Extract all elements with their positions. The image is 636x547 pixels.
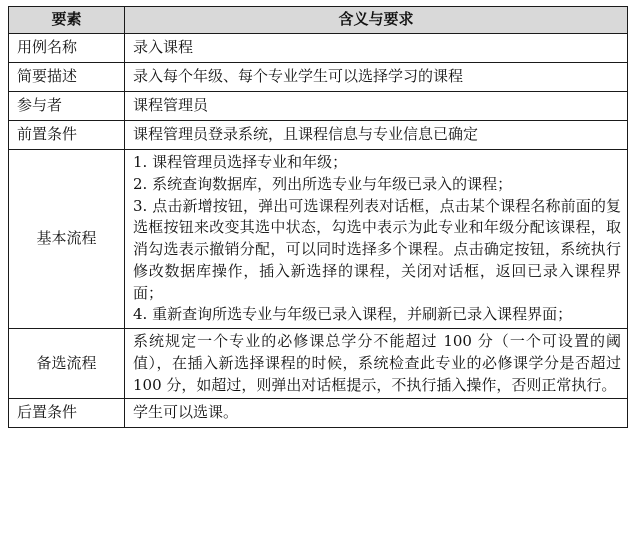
- row-value-basic-flow: [125, 150, 628, 329]
- header-key: 要素: [9, 7, 125, 34]
- header-value: 含义与要求: [125, 7, 628, 34]
- row-key-alternative-flow: 备选流程: [9, 329, 125, 399]
- row-value-postcondition: 学生可以选课。: [125, 399, 628, 428]
- row-key-actor: 参与者: [9, 92, 125, 121]
- table-row: [9, 34, 628, 63]
- table-row: [9, 329, 628, 399]
- table-row: [9, 121, 628, 150]
- basic-flow-step: 3. 点击新增按钮，弹出可选课程列表对话框，点击某个课程名称前面的复选框按钮来改变其选中状态，勾选中表示为此专业和年级分配该课程，取消勾选表示撤销分配，可以同时选择多个课程。点击确定按钮，系统执行修改数据库操作，插入新选择的课程，关闭对话框，返回已录入课程界面；: [133, 196, 621, 302]
- row-key-use-case-name: 用例名称: [9, 34, 125, 63]
- table-row: [9, 63, 628, 92]
- table-header-row: [9, 7, 628, 34]
- row-key-precondition: 前置条件: [9, 121, 125, 150]
- use-case-table: [8, 6, 628, 428]
- table-row: [9, 150, 628, 329]
- row-value-alternative-flow: 系统规定一个专业的必修课总学分不能超过 100 分（一个可设置的阈值），在插入新选择课程的时候，系统检查此专业的必修课学分是否超过 100 分，如超过，则弹出对话框提示，不执行插入操作，否则正常执行。: [125, 329, 628, 399]
- row-key-postcondition: 后置条件: [9, 399, 125, 428]
- basic-flow-step: 4. 重新查询所选专业与年级已录入课程，并刷新已录入课程界面；: [133, 305, 573, 324]
- row-value-actor: 课程管理员: [125, 92, 628, 121]
- basic-flow-step: 1. 课程管理员选择专业和年级；: [133, 153, 348, 171]
- row-value-precondition: 课程管理员登录系统，且课程信息与专业信息已确定: [125, 121, 628, 150]
- row-key-brief-description: 简要描述: [9, 63, 125, 92]
- row-key-basic-flow: 基本流程: [9, 150, 125, 329]
- table-row: [9, 92, 628, 121]
- table-row: [9, 399, 628, 428]
- row-value-use-case-name: 录入课程: [125, 34, 628, 63]
- basic-flow-step: 2. 系统查询数据库，列出所选专业与年级已录入的课程；: [133, 174, 513, 193]
- row-value-brief-description: 录入每个年级、每个专业学生可以选择学习的课程: [125, 63, 628, 92]
